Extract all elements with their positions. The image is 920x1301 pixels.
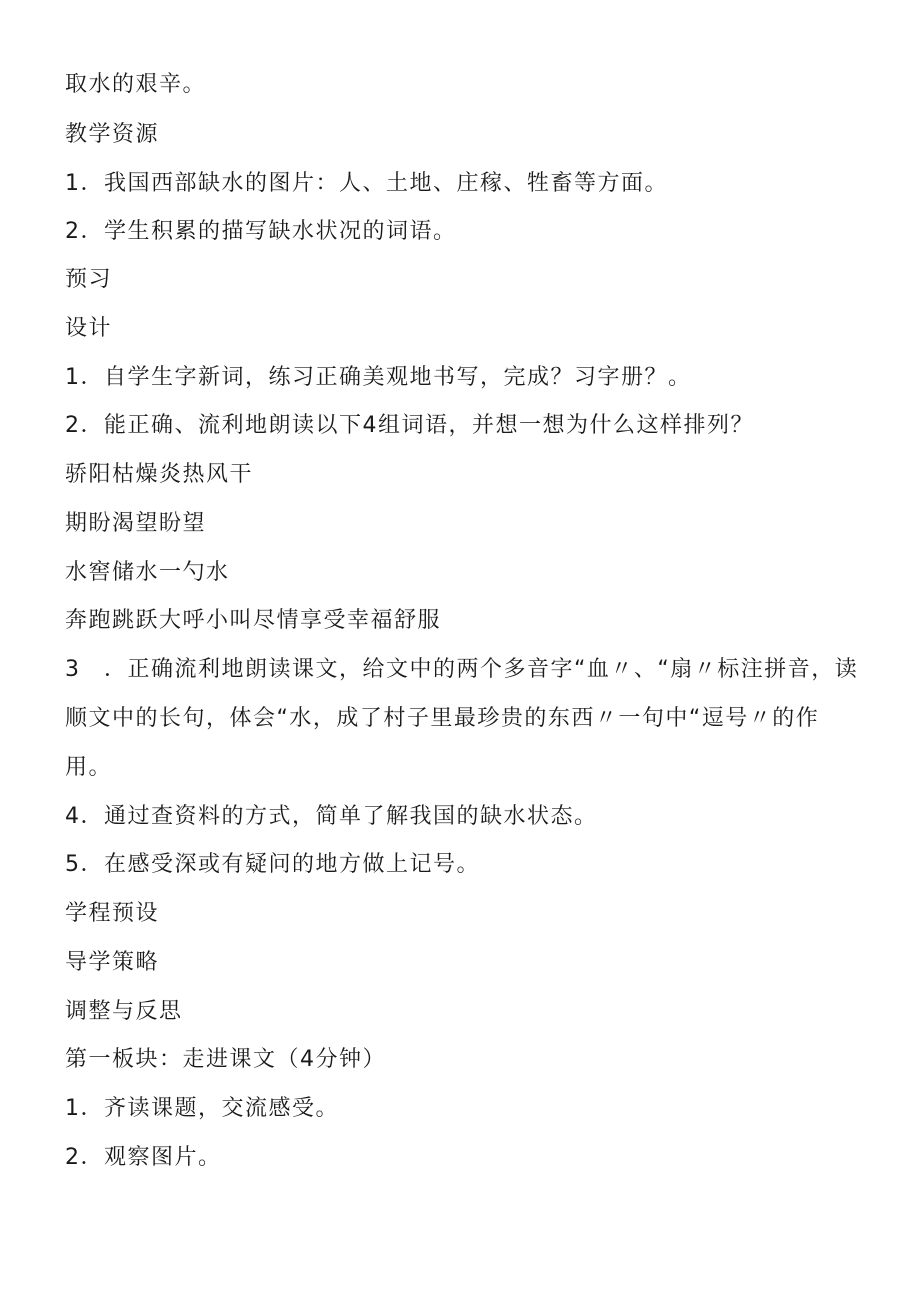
section-heading-adjustment-reflection: 调整与反思 xyxy=(65,999,183,1024)
list-item: 5．在感受深或有疑问的地方做上记号。 xyxy=(65,852,480,877)
section-heading-preview: 预习 xyxy=(65,267,113,292)
list-item: 2．能正确、流利地朗读以下4组词语，并想一想为什么这样排列？ xyxy=(65,413,754,438)
text-line: 取水的艰辛。 xyxy=(65,72,207,97)
section-heading-teaching-resources: 教学资源 xyxy=(65,122,160,147)
section-heading-part-one: 第一板块：走进课文（4分钟） xyxy=(65,1047,386,1072)
list-item: 2．学生积累的描写缺水状况的词语。 xyxy=(65,219,457,244)
list-item-continuation: 用。 xyxy=(65,755,113,780)
list-item: 2．观察图片。 xyxy=(65,1145,222,1170)
list-item: 1．我国西部缺水的图片：人、土地、庄稼、牲畜等方面。 xyxy=(65,171,668,196)
list-item: 3 ．正确流利地朗读课文，给文中的两个多音字“血〃、“扇〃标注拼音，读 xyxy=(65,657,859,682)
word-group: 骄阳枯燥炎热风干 xyxy=(65,462,254,487)
word-group: 期盼渴望盼望 xyxy=(65,511,207,536)
word-group: 奔跑跳跃大呼小叫尽情享受幸福舒服 xyxy=(65,608,442,633)
list-item-continuation: 顺文中的长句，体会“水，成了村子里最珍贵的东西〃一句中“逗号〃的作 xyxy=(65,706,820,731)
word-group: 水窖储水一勺水 xyxy=(65,560,230,585)
section-heading-design: 设计 xyxy=(65,316,113,341)
list-item: 1．齐读课题，交流感受。 xyxy=(65,1096,339,1121)
list-item: 1．自学生字新词，练习正确美观地书写，完成？习字册？。 xyxy=(65,365,692,390)
section-heading-guidance-strategy: 导学策略 xyxy=(65,950,160,975)
section-heading-learning-process: 学程预设 xyxy=(65,901,160,926)
list-item: 4．通过查资料的方式，简单了解我国的缺水状态。 xyxy=(65,804,598,829)
